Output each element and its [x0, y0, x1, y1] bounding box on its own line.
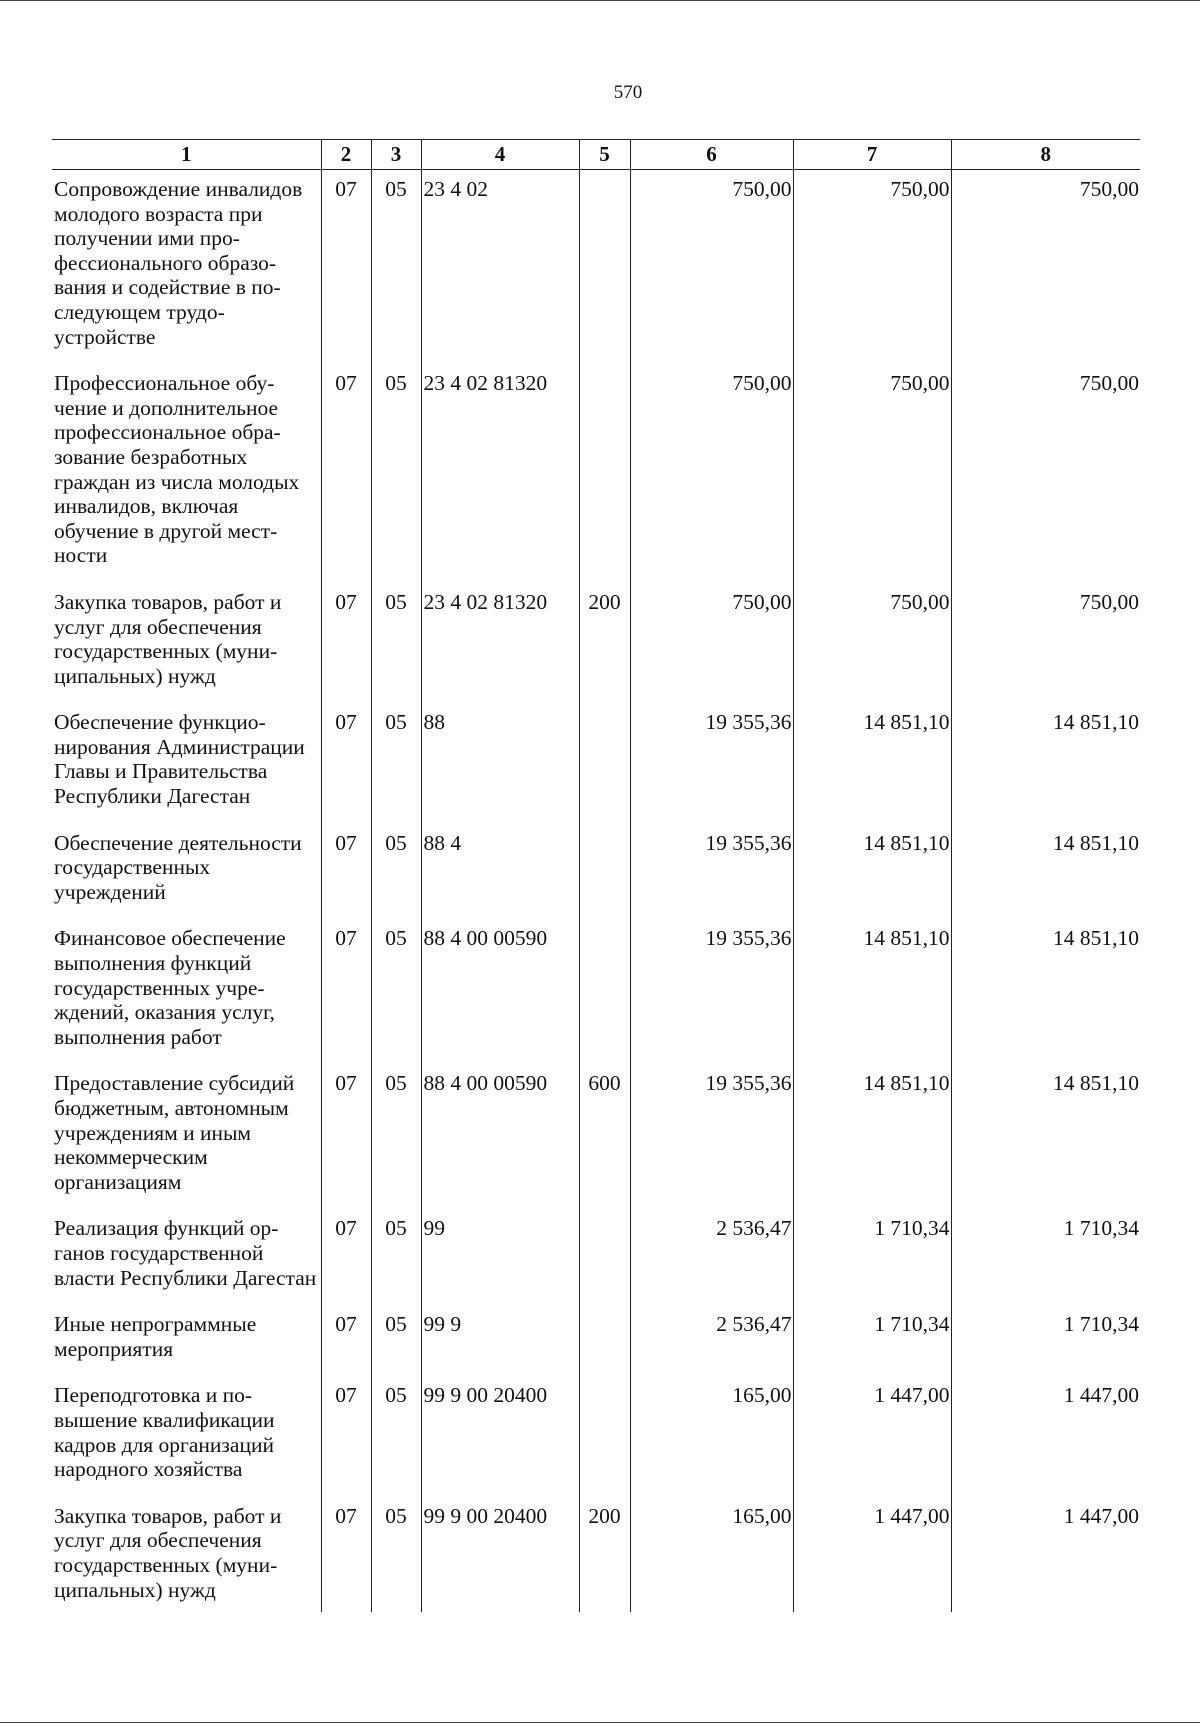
section-code: 07 — [321, 170, 371, 365]
row-name: Иные непрограммные мероприятия — [54, 1312, 257, 1361]
amount-col-6: 750,00 — [630, 364, 793, 583]
section-code: 07 — [321, 1209, 371, 1305]
expense-type-code — [579, 703, 630, 823]
amount-col-8: 1 710,34 — [951, 1209, 1140, 1305]
column-header-8: 8 — [951, 140, 1140, 170]
bottom-edge-line — [0, 1722, 1200, 1723]
expense-type-code — [579, 1376, 630, 1496]
amount-col-6: 2 536,47 — [630, 1209, 793, 1305]
subsection-code: 05 — [371, 170, 421, 365]
section-code: 07 — [321, 1305, 371, 1376]
table-row — [52, 364, 1140, 583]
amount-col-8: 1 447,00 — [951, 1497, 1140, 1612]
expense-type-code — [579, 1305, 630, 1376]
section-code: 07 — [321, 703, 371, 823]
table-header-row — [52, 140, 1140, 170]
expense-type-code: 200 — [579, 1497, 630, 1612]
section-code: 07 — [321, 919, 371, 1064]
target-article-code: 23 4 02 81320 — [421, 364, 579, 583]
expense-type-code: 600 — [579, 1064, 630, 1209]
section-code: 07 — [321, 1376, 371, 1496]
target-article-code: 99 — [421, 1209, 579, 1305]
section-code: 07 — [321, 364, 371, 583]
row-name: Закупка товаров, работ и услуг для обеспечения государственных (муниципальных) нужд — [54, 589, 282, 688]
amount-col-7: 750,00 — [793, 583, 951, 703]
amount-col-7: 1 710,34 — [793, 1305, 951, 1376]
target-article-code: 99 9 00 20400 — [421, 1376, 579, 1496]
amount-col-8: 750,00 — [951, 170, 1140, 365]
amount-col-6: 165,00 — [630, 1376, 793, 1496]
expense-type-code — [579, 824, 630, 920]
column-header-1: 1 — [52, 140, 321, 170]
subsection-code: 05 — [371, 1497, 421, 1612]
amount-col-7: 750,00 — [793, 170, 951, 365]
expense-type-code — [579, 170, 630, 365]
column-header-4: 4 — [421, 140, 579, 170]
amount-col-8: 14 851,10 — [951, 919, 1140, 1064]
subsection-code: 05 — [371, 1064, 421, 1209]
column-header-5: 5 — [579, 140, 630, 170]
amount-col-7: 14 851,10 — [793, 824, 951, 920]
amount-col-8: 14 851,10 — [951, 703, 1140, 823]
target-article-code: 23 4 02 81320 — [421, 583, 579, 703]
subsection-code: 05 — [371, 1376, 421, 1496]
table-row — [52, 583, 1140, 703]
amount-col-7: 14 851,10 — [793, 919, 951, 1064]
row-name: Предоставление субсидий бюджетным, автономным учреждениям и иным некоммерческим организациям — [54, 1071, 295, 1194]
column-header-6: 6 — [630, 140, 793, 170]
table-row — [52, 1497, 1140, 1612]
amount-col-7: 1 447,00 — [793, 1497, 951, 1612]
column-header-2: 2 — [321, 140, 371, 170]
column-header-7: 7 — [793, 140, 951, 170]
subsection-code: 05 — [371, 824, 421, 920]
row-name: Сопровождение инвалидов молодого возраста при получении ими профессионального образования и содействие в последующем трудоустройстве — [54, 177, 303, 349]
row-name: Обеспечение функционирования Администрации Главы и Правительства Республики Дагестан — [54, 710, 305, 809]
subsection-code: 05 — [371, 364, 421, 583]
expense-type-code — [579, 1209, 630, 1305]
target-article-code: 99 9 — [421, 1305, 579, 1376]
amount-col-7: 750,00 — [793, 364, 951, 583]
row-name: Реализация функций органов государственной власти Республики Дагестан — [54, 1216, 317, 1290]
amount-col-6: 165,00 — [630, 1497, 793, 1612]
expense-type-code — [579, 364, 630, 583]
row-name: Закупка товаров, работ и услуг для обеспечения государственных (муниципальных) нужд — [54, 1503, 282, 1602]
amount-col-7: 1 710,34 — [793, 1209, 951, 1305]
table-row — [52, 919, 1140, 1064]
amount-col-7: 1 447,00 — [793, 1376, 951, 1496]
subsection-code: 05 — [371, 1209, 421, 1305]
table-row — [52, 1376, 1140, 1496]
amount-col-8: 750,00 — [951, 364, 1140, 583]
section-code: 07 — [321, 1064, 371, 1209]
row-name: Финансовое обеспечение выполнения функций государственных учреждений, оказания услуг, выполнения работ — [54, 926, 286, 1049]
top-edge-line — [0, 0, 1200, 1]
amount-col-7: 14 851,10 — [793, 1064, 951, 1209]
amount-col-8: 1 447,00 — [951, 1376, 1140, 1496]
amount-col-6: 19 355,36 — [630, 919, 793, 1064]
subsection-code: 05 — [371, 1305, 421, 1376]
subsection-code: 05 — [371, 919, 421, 1064]
table-row — [52, 1305, 1140, 1376]
target-article-code: 99 9 00 20400 — [421, 1497, 579, 1612]
target-article-code: 88 4 — [421, 824, 579, 920]
target-article-code: 88 4 00 00590 — [421, 1064, 579, 1209]
subsection-code: 05 — [371, 583, 421, 703]
table-row — [52, 703, 1140, 823]
budget-table-container — [52, 139, 1140, 1612]
target-article-code: 88 — [421, 703, 579, 823]
section-code: 07 — [321, 824, 371, 920]
section-code: 07 — [321, 583, 371, 703]
amount-col-6: 19 355,36 — [630, 1064, 793, 1209]
row-name: Обеспечение деятельности государственных учреждений — [54, 830, 302, 904]
amount-col-7: 14 851,10 — [793, 703, 951, 823]
expense-type-code: 200 — [579, 583, 630, 703]
amount-col-6: 750,00 — [630, 170, 793, 365]
amount-col-6: 2 536,47 — [630, 1305, 793, 1376]
target-article-code: 23 4 02 — [421, 170, 579, 365]
table-row — [52, 824, 1140, 920]
table-row — [52, 1064, 1140, 1209]
target-article-code: 88 4 00 00590 — [421, 919, 579, 1064]
column-header-3: 3 — [371, 140, 421, 170]
amount-col-6: 750,00 — [630, 583, 793, 703]
table-row — [52, 1209, 1140, 1305]
amount-col-6: 19 355,36 — [630, 824, 793, 920]
table-row — [52, 170, 1140, 365]
row-name: Переподготовка и повышение квалификации кадров для организаций народного хозяйства — [54, 1383, 275, 1482]
amount-col-6: 19 355,36 — [630, 703, 793, 823]
page-number: 570 — [613, 82, 643, 103]
section-code: 07 — [321, 1497, 371, 1612]
amount-col-8: 1 710,34 — [951, 1305, 1140, 1376]
amount-col-8: 14 851,10 — [951, 1064, 1140, 1209]
budget-table — [52, 139, 1140, 1612]
amount-col-8: 14 851,10 — [951, 824, 1140, 920]
subsection-code: 05 — [371, 703, 421, 823]
expense-type-code — [579, 919, 630, 1064]
amount-col-8: 750,00 — [951, 583, 1140, 703]
row-name: Профессиональное обучение и дополнительное профессиональное образование безработных граждан из числа молодых инвалидов, включая обучение в другой местности — [54, 371, 300, 568]
